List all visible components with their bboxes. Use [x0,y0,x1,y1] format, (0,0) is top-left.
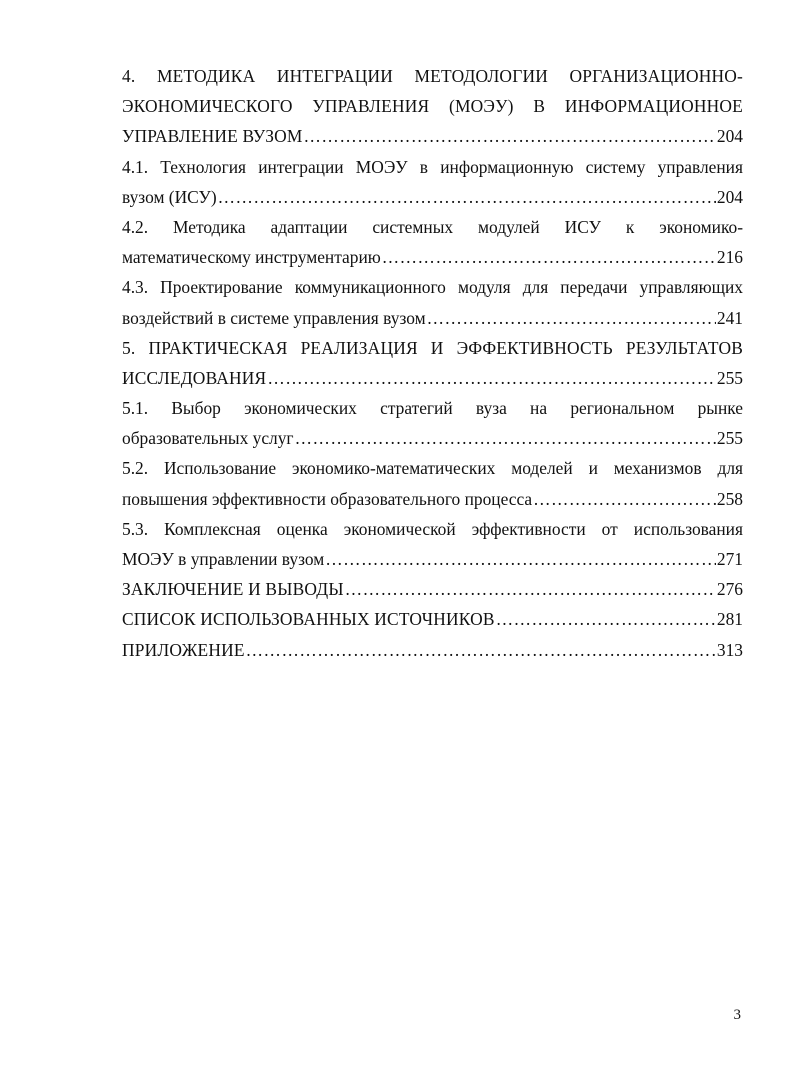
toc-page-number: 241 [716,307,743,328]
toc-leader-dots [267,363,716,393]
toc-section-5-3-line-1: 5.3. Комплексная оценка экономической эффективности от использования [122,518,743,539]
toc-entry-title: образовательных услуг [122,428,294,449]
toc-section-4-3-line-1: 4.3. Проектирование коммуникационного модуля для передачи управляющих [122,277,743,298]
toc-section-4-3-line-2 [122,303,743,333]
toc-leader-dots [218,182,716,212]
toc-section-5-1-line-2 [122,423,743,453]
toc-entry-title: ПРИЛОЖЕНИЕ [122,639,245,660]
toc-page-number: 255 [716,367,743,388]
toc-conclusion [122,574,743,604]
toc-entry-title: вузом (ИСУ) [122,186,217,207]
toc-section-5-line-2 [122,363,743,393]
toc-entry-title: ИССЛЕДОВАНИЯ [122,367,267,388]
toc-section-4-2-line-1: 4.2. Методика адаптации системных модулей ИСУ к экономико- [122,216,743,237]
toc-leader-dots [246,635,716,665]
toc-section-5-3-line-2 [122,544,743,574]
toc-leader-dots [345,574,716,604]
toc-leader-dots [427,303,716,333]
toc-page-number: 258 [716,488,743,509]
toc-entry-title: СПИСОК ИСПОЛЬЗОВАННЫХ ИСТОЧНИКОВ [122,609,495,630]
toc-section-5-1-line-1: 5.1. Выбор экономических стратегий вуза на региональном рынке [122,398,743,419]
toc-leader-dots [325,544,716,574]
toc-section-4-1-line-1: 4.1. Технология интеграции МОЭУ в информационную систему управления [122,156,743,177]
toc-page-number: 271 [716,549,743,569]
toc-section-4-line-3 [122,121,743,151]
toc-section-5-2-line-1: 5.2. Использование экономико-математических моделей и механизмов для [122,458,743,479]
toc-leader-dots [382,242,716,272]
toc-page-number: 276 [716,579,743,600]
toc-entry-title: МОЭУ в управлении вузом [122,549,325,569]
toc-section-4-2-line-2 [122,242,743,272]
toc-entry-title: повышения эффективности образовательного процесса [122,488,533,509]
toc-page-number: 313 [716,639,743,660]
toc-page-number: 216 [716,247,743,268]
toc-leader-dots [533,484,716,514]
toc-leader-dots [304,121,716,151]
page-number: 3 [733,1007,741,1023]
toc-entry-title: воздействий в системе управления вузом [122,307,426,328]
toc-entry-title: ЗАКЛЮЧЕНИЕ И ВЫВОДЫ [122,579,344,600]
toc-leader-dots [295,423,716,453]
toc-entry-title: математическому инструментарию [122,247,381,268]
toc-page-number: 281 [716,609,743,630]
toc-section-4-line-2: ЭКОНОМИЧЕСКОГО УПРАВЛЕНИЯ (МОЭУ) В ИНФОРМАЦИОННОЕ [122,96,743,117]
toc-entry-title: УПРАВЛЕНИЕ ВУЗОМ [122,126,303,147]
toc-leader-dots [496,604,716,634]
toc-section-4-1-line-2 [122,182,743,212]
toc-appendix [122,635,743,665]
toc-references [122,604,743,634]
toc-page-number: 204 [716,126,743,147]
toc-section-5-line-1: 5. ПРАКТИЧЕСКАЯ РЕАЛИЗАЦИЯ И ЭФФЕКТИВНОСТЬ РЕЗУЛЬТАТОВ [122,337,743,358]
toc-section-4-line-1: 4. МЕТОДИКА ИНТЕГРАЦИИ МЕТОДОЛОГИИ ОРГАНИЗАЦИОННО- [122,66,743,86]
toc-section-5-2-line-2 [122,484,743,514]
table-of-contents [122,61,743,665]
toc-page-number: 255 [716,428,743,449]
toc-page-number: 204 [716,186,743,207]
